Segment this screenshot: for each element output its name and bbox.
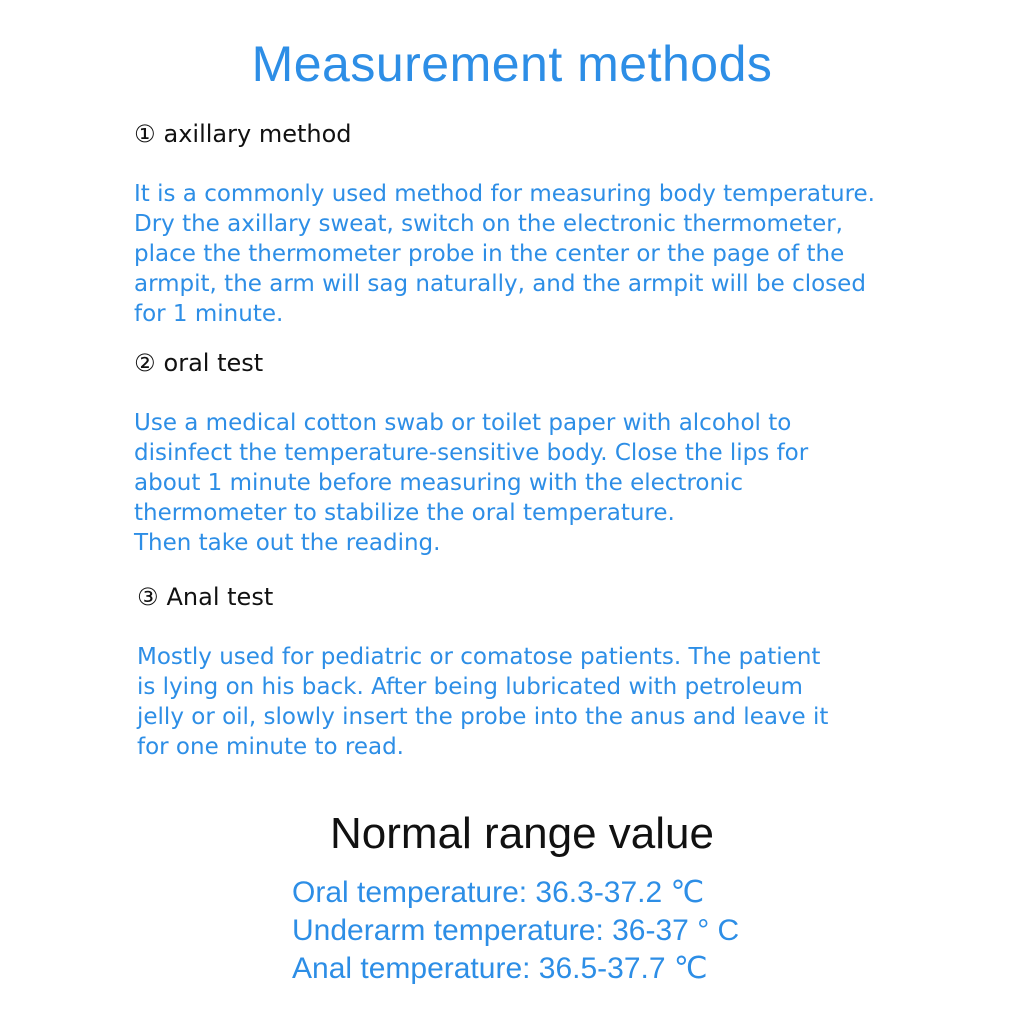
method-heading-axillary [134,119,352,149]
method-description-anal: Mostly used for pediatric or comatose patients. The patient is lying on his back. After being lubricated with petroleum jelly or oil, slowly insert the probe into the anus and leave it for one minute to read. [137,644,829,760]
range-underarm: Underarm temperature: 36-37 ° C [292,914,740,947]
page-title: Measurement methods [251,36,773,92]
method-number: ② [134,349,156,377]
method-description-oral: Use a medical cotton swab or toilet paper with alcohol to disinfect the temperature-sensitive body. Close the lips for about 1 minute before measuring with the electronic thermometer to stabilize the oral temperature. Then take out the reading. [134,410,809,556]
method-name: axillary method [163,120,352,148]
range-anal: Anal temperature: 36.5-37.7 ℃ [292,952,708,985]
method-heading-oral [134,348,263,378]
method-name: Anal test [166,583,274,611]
method-heading-anal [137,582,273,612]
normal-range-title: Normal range value [330,809,714,858]
range-oral: Oral temperature: 36.3-37.2 ℃ [292,876,705,909]
method-name: oral test [163,349,264,377]
method-number: ③ [137,583,159,611]
normal-range-list [292,874,739,988]
method-description-axillary: It is a commonly used method for measuring body temperature. Dry the axillary sweat, switch on the electronic thermometer, place the thermometer probe in the center or the page of the armpit, the arm will sag naturally, and the armpit will be closed for 1 minute. [134,181,875,327]
method-number: ① [134,120,156,148]
